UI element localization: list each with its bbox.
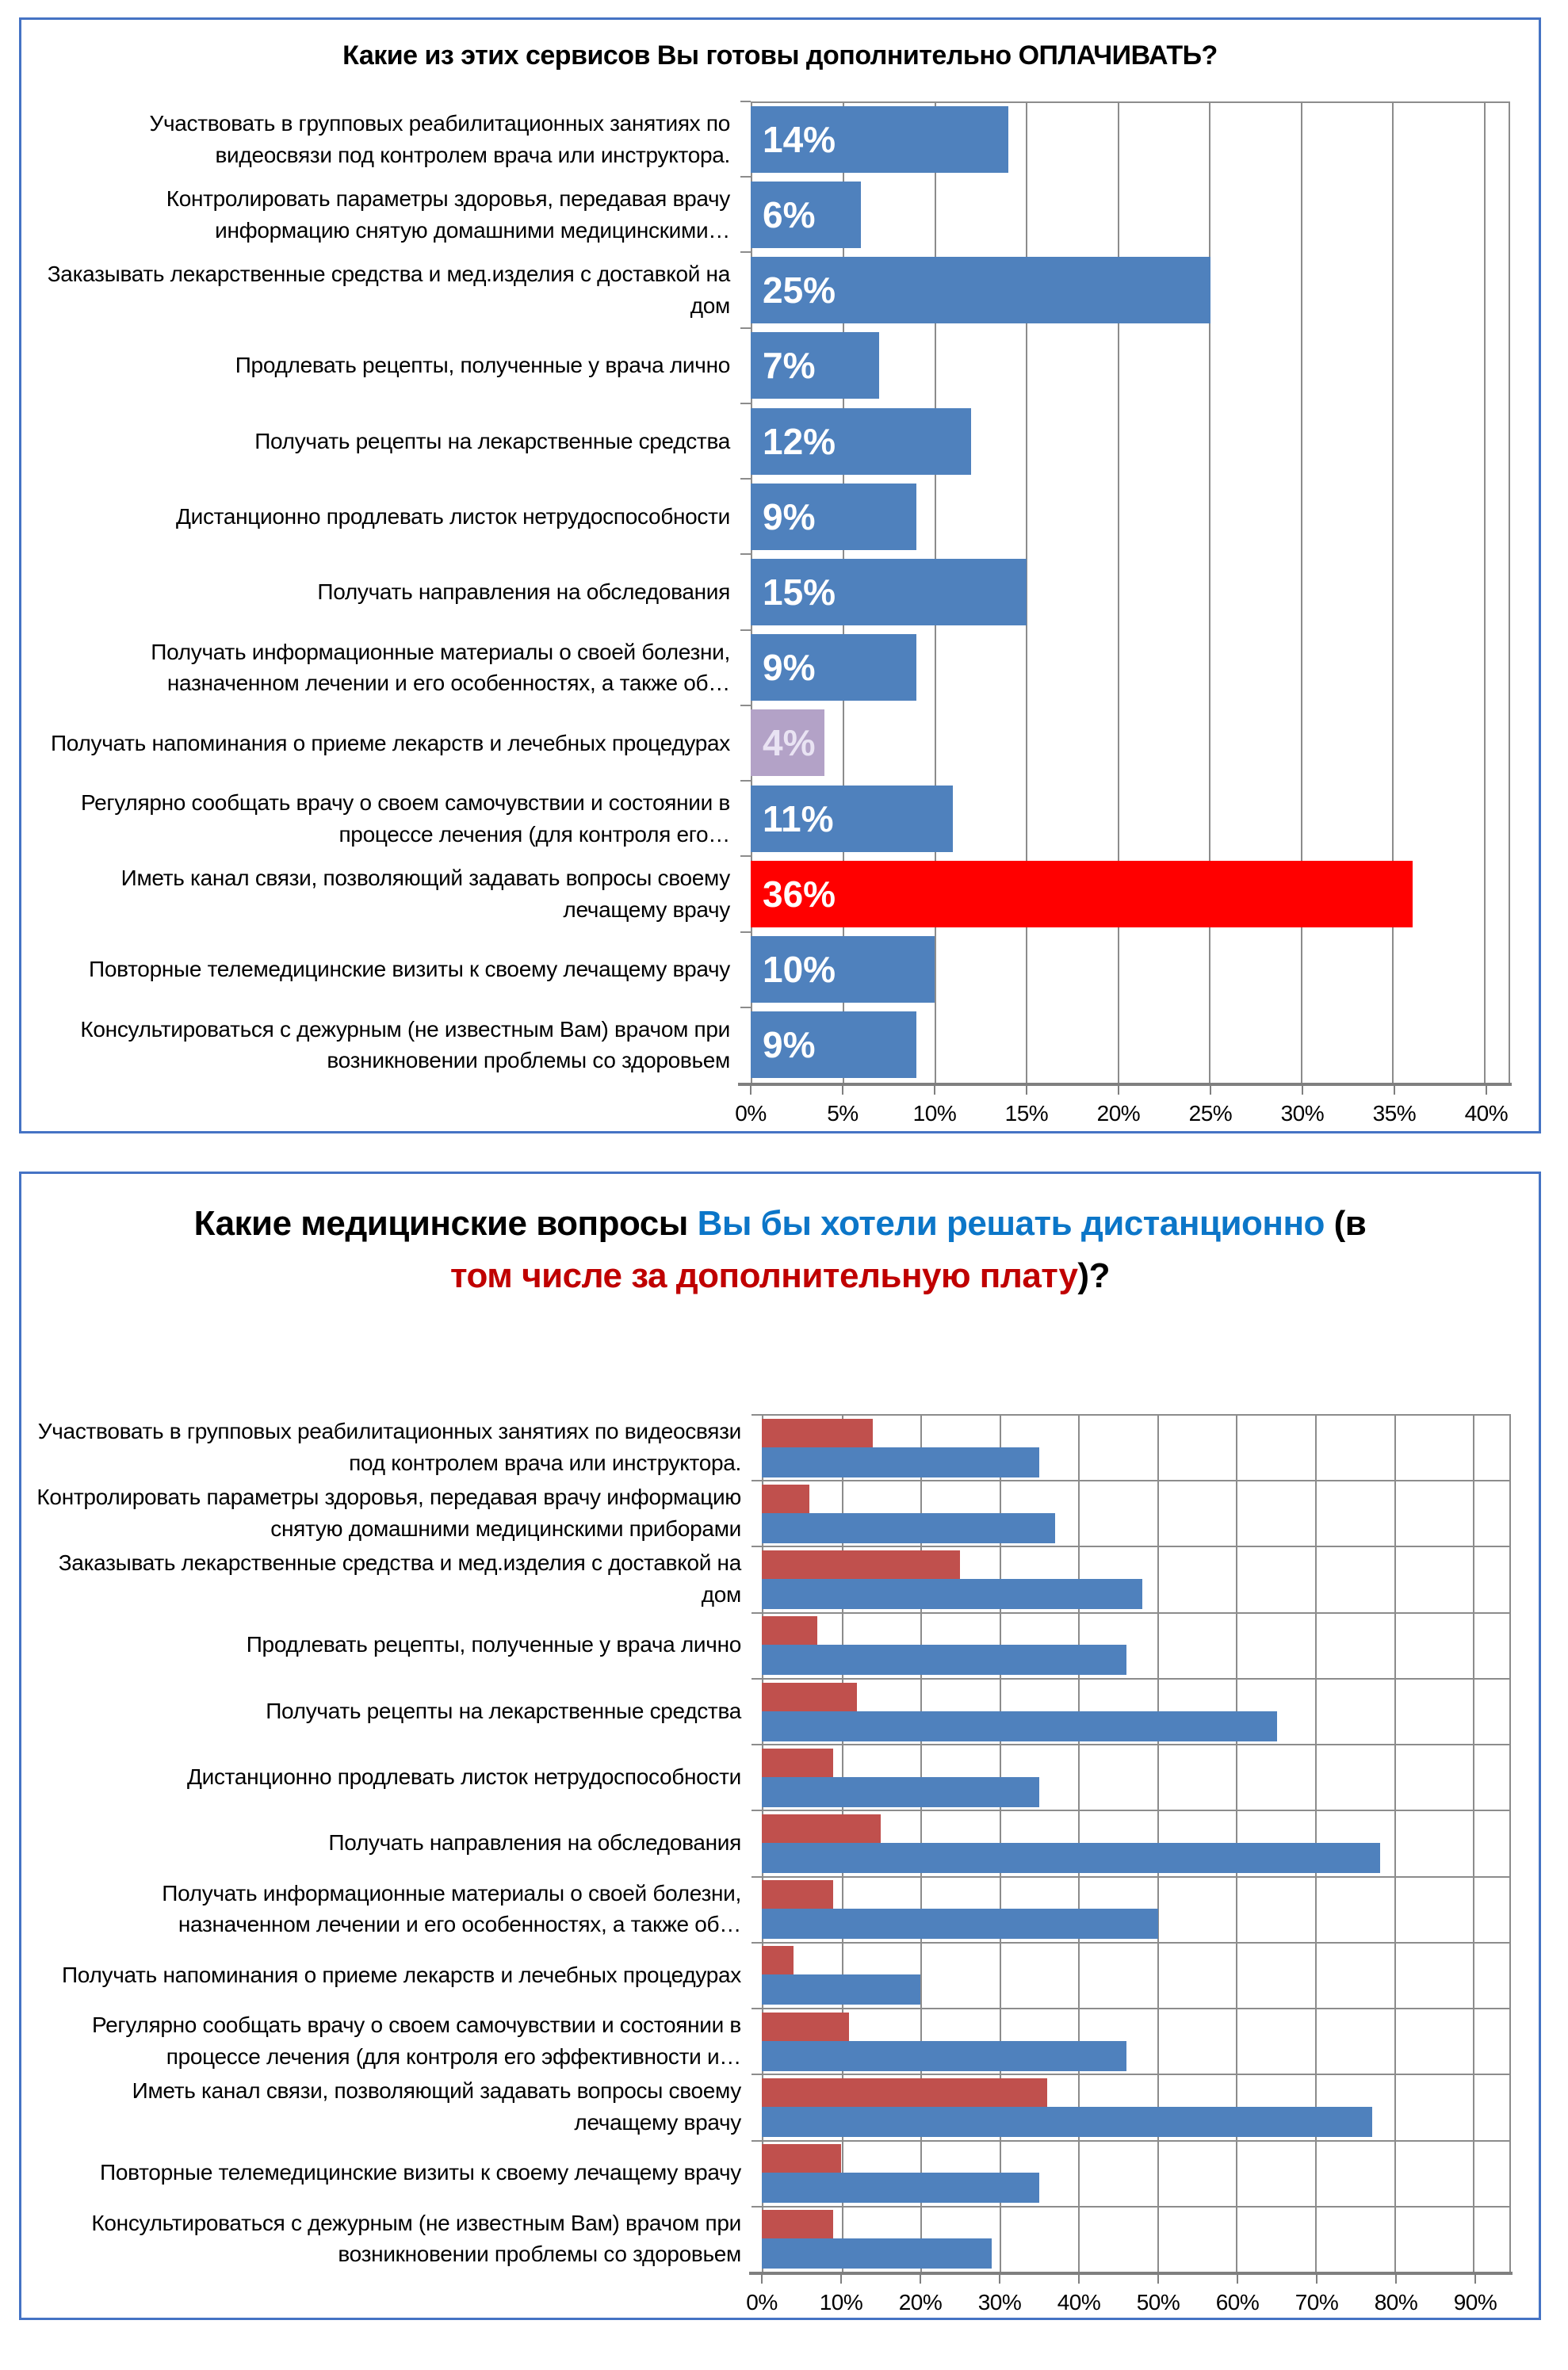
chart2-title-part: Вы бы хотели решать дистанционно (697, 1204, 1334, 1243)
x-axis-label: 0% (735, 1101, 767, 1126)
blue-series-bar (762, 1909, 1158, 1939)
blue-series-bar (762, 2041, 1126, 2071)
blue-series-bar (762, 1711, 1277, 1741)
table-row (31, 1678, 1511, 1744)
x-axis-tick (1395, 2275, 1397, 2284)
category-label: Иметь канал связи, позволяющий задавать вопросы своему лечащему врачу (120, 866, 730, 922)
blue-series-bar (762, 1843, 1380, 1873)
bar-cell (762, 1678, 1511, 1744)
bar-cell (751, 856, 1510, 931)
red-series-bar (762, 2210, 833, 2238)
category-label: Получать направления на обследования (328, 1830, 741, 1856)
category-label: Иметь канал связи, позволяющий задавать вопросы своему лечащему врачу (132, 2078, 741, 2135)
bar-value-label: 15% (763, 571, 836, 614)
value-bar (751, 106, 1008, 173)
category-label: Заказывать лекарственные средства и мед.изделия с доставкой на дом (47, 262, 730, 319)
chart2-rows (31, 1414, 1511, 2272)
bar-value-label: 9% (763, 647, 816, 689)
table-row (31, 781, 1510, 856)
red-series-bar (762, 1749, 833, 1777)
bar-cell (762, 1876, 1511, 1942)
blue-series-bar (762, 1579, 1142, 1609)
red-series-bar (762, 2144, 841, 2173)
chart2-plot-region (31, 1412, 1534, 2315)
x-axis-tick (1394, 1086, 1395, 1095)
category-label: Регулярно сообщать врачу о своем самочувствии и состоянии в процессе лечения (для контроля его… (81, 789, 730, 847)
table-row (31, 1744, 1511, 1810)
table-row (31, 856, 1510, 931)
value-bar (751, 559, 1027, 625)
blue-series-bar (762, 1447, 1039, 1477)
bar-cell (751, 630, 1510, 705)
bar-value-label: 6% (763, 193, 816, 235)
category-label: Получать рецепты на лекарственные средства (266, 1698, 741, 1723)
bar-value-label: 14% (763, 118, 836, 160)
table-row (31, 2008, 1511, 2074)
x-axis-label: 30% (977, 2290, 1022, 2315)
red-series-bar (762, 1485, 809, 1513)
x-axis-label: 70% (1295, 2290, 1339, 2315)
bar-value-label: 9% (763, 495, 816, 537)
value-bar (751, 1011, 916, 1078)
bar-cell (762, 1480, 1511, 1546)
red-series-bar (762, 1550, 960, 1579)
chart2-title-part: (в (1333, 1204, 1367, 1243)
bar-cell (762, 2140, 1511, 2206)
category-label: Заказывать лекарственные средства и мед.изделия с доставкой на дом (58, 1550, 741, 1607)
category-label: Повторные телемедицинские визиты к своему лечащему врачу (100, 2160, 741, 2185)
bar-cell (751, 705, 1510, 781)
bar-value-label: 4% (763, 722, 816, 764)
bar-value-label: 7% (763, 345, 816, 387)
table-row (31, 1414, 1511, 1480)
chart2-title-part: Какие медицинские вопросы (193, 1204, 698, 1243)
bar-cell (751, 177, 1510, 252)
bar-cell (751, 328, 1510, 403)
red-series-bar (762, 2078, 1047, 2107)
table-row (31, 554, 1510, 629)
table-row (31, 252, 1510, 327)
red-series-bar (762, 1946, 794, 1974)
bar-value-label: 10% (763, 949, 836, 991)
table-row (31, 1612, 1511, 1678)
table-row (31, 101, 1510, 177)
chart1-title: Какие из этих сервисов Вы готовы дополнительно ОПЛАЧИВАТЬ? (342, 40, 1218, 71)
blue-series-bar (762, 2173, 1039, 2203)
table-row (31, 1942, 1511, 2008)
chart2-panel (19, 1172, 1541, 2320)
x-axis-label: 30% (1280, 1101, 1325, 1126)
x-axis-label: 10% (819, 2290, 863, 2315)
category-label: Получать напоминания о приеме лекарств и лечебных процедурах (50, 730, 730, 755)
bar-cell (751, 1007, 1510, 1083)
category-label: Контролировать параметры здоровья, передавая врачу информацию снятую домашними медицинскими приборами (36, 1485, 741, 1541)
category-label: Консультироваться с дежурным (не известным Вам) врачом при возникновении проблемы со здоровьем (91, 2210, 741, 2267)
x-axis-tick (761, 2275, 763, 2284)
category-label: Продлевать рецепты, полученные у врача лично (246, 1632, 741, 1657)
x-axis-tick (1486, 1086, 1487, 1095)
x-axis-line (738, 1083, 1512, 1086)
table-row (31, 2140, 1511, 2206)
x-axis-tick (1026, 1086, 1027, 1095)
category-label: Продлевать рецепты, полученные у врача лично (235, 353, 730, 378)
chart1-rows (31, 101, 1510, 1083)
table-row (31, 932, 1510, 1007)
x-axis-label: 5% (827, 1101, 859, 1126)
value-bar (751, 709, 824, 776)
red-series-bar (762, 1814, 881, 1843)
bar-value-label: 12% (763, 420, 836, 462)
x-axis-label: 40% (1464, 1101, 1509, 1126)
bar-cell (751, 479, 1510, 554)
bar-cell (762, 2074, 1511, 2139)
bar-value-label: 11% (763, 797, 834, 839)
bar-cell (751, 252, 1510, 327)
value-bar (751, 484, 916, 550)
bar-cell (751, 101, 1510, 177)
bar-cell (762, 1810, 1511, 1875)
value-bar (751, 257, 1210, 323)
table-row (31, 1007, 1510, 1083)
x-axis-label: 25% (1188, 1101, 1233, 1126)
value-bar (751, 332, 879, 399)
value-bar (751, 861, 1413, 927)
blue-series-bar (762, 1777, 1039, 1807)
table-row (31, 2206, 1511, 2272)
chart2-title (185, 1198, 1375, 1302)
red-series-bar (762, 1419, 873, 1447)
value-bar (751, 634, 916, 701)
x-axis-label: 90% (1453, 2290, 1497, 2315)
x-axis-tick (1157, 2275, 1159, 2284)
bar-value-label: 9% (763, 1024, 816, 1066)
x-axis-tick (1302, 1086, 1303, 1095)
bar-cell (762, 2206, 1511, 2272)
x-axis-tick (1210, 1086, 1211, 1095)
x-axis-label: 35% (1372, 1101, 1417, 1126)
value-bar (751, 786, 953, 852)
bar-cell (762, 1546, 1511, 1611)
x-axis-tick (1237, 2275, 1238, 2284)
table-row (31, 479, 1510, 554)
x-axis-label: 20% (1096, 1101, 1141, 1126)
category-label: Контролировать параметры здоровья, передавая врачу информацию снятую домашними медицинскими… (166, 186, 730, 243)
bar-cell (762, 1942, 1511, 2008)
value-bar (751, 936, 935, 1003)
table-row (31, 177, 1510, 252)
x-axis-tick (999, 2275, 1000, 2284)
bar-cell (762, 1612, 1511, 1678)
chart1-panel (19, 17, 1541, 1133)
x-axis-label: 60% (1215, 2290, 1260, 2315)
x-axis-tick (1474, 2275, 1476, 2284)
x-axis-line (749, 2272, 1513, 2275)
category-label: Дистанционно продлевать листок нетрудоспособности (186, 1764, 741, 1789)
x-axis-tick (842, 1086, 843, 1095)
blue-series-bar (762, 1645, 1126, 1675)
x-axis-label: 15% (1004, 1101, 1049, 1126)
bar-cell (751, 554, 1510, 629)
bar-cell (751, 932, 1510, 1007)
table-row (31, 2074, 1511, 2139)
table-row (31, 1546, 1511, 1611)
table-row (31, 328, 1510, 403)
x-axis-tick (840, 2275, 842, 2284)
bar-cell (751, 403, 1510, 479)
x-axis-label: 50% (1136, 2290, 1180, 2315)
x-axis-label: 0% (746, 2290, 778, 2315)
bar-cell (751, 781, 1510, 856)
category-label: Дистанционно продлевать листок нетрудоспособности (175, 503, 730, 529)
red-series-bar (762, 2013, 849, 2041)
category-label: Получать рецепты на лекарственные средства (254, 428, 730, 453)
x-axis-tick (1118, 1086, 1119, 1095)
category-label: Получать информационные материалы о своей болезни, назначенном лечении и его особенностях, а также об… (151, 639, 730, 696)
x-axis-tick (934, 1086, 935, 1095)
bar-value-label: 36% (763, 873, 836, 915)
chart2-title-part: )? (1077, 1256, 1110, 1295)
category-label: Участвовать в групповых реабилитационных занятиях по видеосвязи под контролем врача или инструктора. (37, 1418, 741, 1475)
value-bar (751, 408, 971, 475)
bar-cell (762, 1414, 1511, 1480)
red-series-bar (762, 1683, 857, 1711)
x-axis-label: 40% (1057, 2290, 1101, 2315)
x-axis-tick (920, 2275, 921, 2284)
table-row (31, 1480, 1511, 1546)
blue-series-bar (762, 1513, 1055, 1543)
category-label: Повторные телемедицинские визиты к своему лечащему врачу (89, 957, 730, 982)
red-series-bar (762, 1880, 833, 1909)
chart1-plot-region (31, 99, 1534, 1130)
table-row (31, 1876, 1511, 1942)
chart2-title-part: том числе за дополнительную плату (450, 1256, 1078, 1295)
blue-series-bar (762, 2107, 1372, 2137)
category-label: Участвовать в групповых реабилитационных занятиях по видеосвязи под контролем врача или инструктора. (149, 110, 730, 167)
x-axis-label: 10% (912, 1101, 957, 1126)
x-axis-label: 20% (898, 2290, 943, 2315)
category-label: Получать информационные материалы о своей болезни, назначенном лечении и его особенностях, а также об… (162, 1880, 741, 1937)
category-label: Получать напоминания о приеме лекарств и лечебных процедурах (61, 1962, 741, 1987)
value-bar (751, 182, 861, 248)
category-label: Получать направления на обследования (317, 579, 730, 605)
bar-cell (762, 2008, 1511, 2074)
table-row (31, 705, 1510, 781)
category-label: Регулярно сообщать врачу о своем самочувствии и состоянии в процессе лечения (для контроля его эффективности и… (92, 2012, 741, 2069)
table-row (31, 630, 1510, 705)
blue-series-bar (762, 1974, 920, 2005)
bar-value-label: 25% (763, 269, 836, 312)
x-axis-tick (1316, 2275, 1318, 2284)
table-row (31, 1810, 1511, 1875)
category-label: Консультироваться с дежурным (не известным Вам) врачом при возникновении проблемы со здоровьем (80, 1016, 730, 1073)
blue-series-bar (762, 2238, 992, 2269)
red-series-bar (762, 1616, 817, 1645)
table-row (31, 403, 1510, 479)
x-axis-tick (750, 1086, 751, 1095)
x-axis-tick (1078, 2275, 1080, 2284)
bar-cell (762, 1744, 1511, 1810)
x-axis-label: 80% (1374, 2290, 1418, 2315)
